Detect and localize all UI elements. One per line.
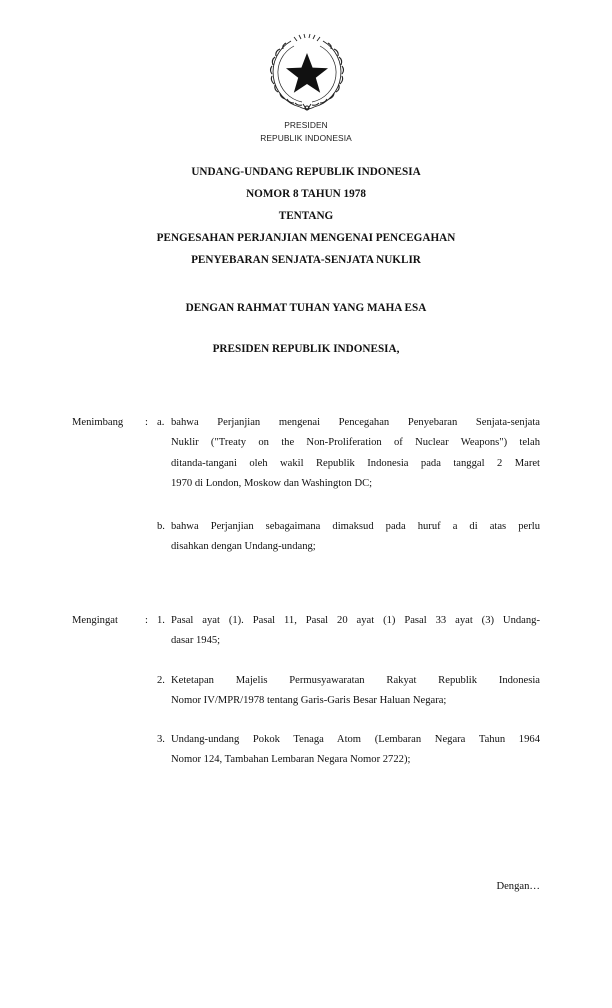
menimbang-marker-b: b. [157, 521, 165, 532]
emblem-caption-presiden: PRESIDEN [284, 120, 328, 130]
menimbang-item-a [171, 413, 540, 494]
menimbang-label: Menimbang [72, 417, 124, 428]
text-line: disahkan dengan Undang-undang; [171, 541, 316, 553]
text-line: bahwa Perjanjian sebagaimana dimaksud pada huruf a di atas perlu [171, 521, 540, 532]
menimbang-marker-a: a. [157, 417, 165, 428]
authority-heading: PRESIDEN REPUBLIK INDONESIA, [212, 343, 400, 355]
menimbang-colon: : [145, 417, 148, 428]
mengingat-marker-3: 3. [157, 734, 165, 745]
emblem-caption-republik: REPUBLIK INDONESIA [260, 133, 352, 143]
mengingat-label: Mengingat [72, 615, 118, 626]
mengingat-item-3 [171, 730, 540, 771]
text-line: dasar 1945; [171, 635, 221, 647]
document-title-line-4: PENGESAHAN PERJANJIAN MENGENAI PENCEGAHAN [156, 232, 456, 244]
text-line: Ketetapan Majelis Permusyawaratan Rakyat Republik Indonesia [171, 675, 540, 686]
mengingat-item-1 [171, 611, 540, 652]
blessing-heading: DENGAN RAHMAT TUHAN YANG MAHA ESA [185, 302, 427, 314]
page-continuation-text: Dengan… [496, 881, 540, 892]
text-line: Nomor IV/MPR/1978 tentang Garis-Garis Besar Haluan Negara; [171, 695, 447, 707]
mengingat-marker-1: 1. [157, 615, 165, 626]
mengingat-item-2 [171, 671, 540, 712]
presidential-emblem-icon [264, 31, 350, 115]
text-line: ditanda-tangani oleh wakil Republik Indonesia pada tanggal 2 Maret [171, 457, 540, 469]
mengingat-marker-2: 2. [157, 675, 165, 686]
menimbang-item-b [171, 517, 540, 558]
text-line: Undang-undang Pokok Tenaga Atom (Lembaran Negara Tahun 1964 [171, 734, 540, 745]
document-title-line-1: UNDANG-UNDANG REPUBLIK INDONESIA [191, 166, 421, 178]
text-line: Pasal ayat (1). Pasal 11, Pasal 20 ayat (1) Pasal 33 ayat (3) Undang- [171, 615, 540, 626]
text-line: Nuklir ("Treaty on the Non-Proliferation of Nuclear Weapons") telah [171, 437, 540, 449]
text-line: Nomor 124, Tambahan Lembaran Negara Nomor 2722); [171, 754, 411, 766]
document-title-line-5: PENYEBARAN SENJATA-SENJATA NUKLIR [191, 254, 421, 266]
document-title-line-2: NOMOR 8 TAHUN 1978 [246, 188, 366, 200]
text-line: 1970 di London, Moskow dan Washington DC; [171, 477, 373, 489]
document-title-line-3: TENTANG [278, 210, 334, 222]
mengingat-colon: : [145, 615, 148, 626]
text-line: bahwa Perjanjian mengenai Pencegahan Penyebaran Senjata-senjata [171, 417, 540, 428]
